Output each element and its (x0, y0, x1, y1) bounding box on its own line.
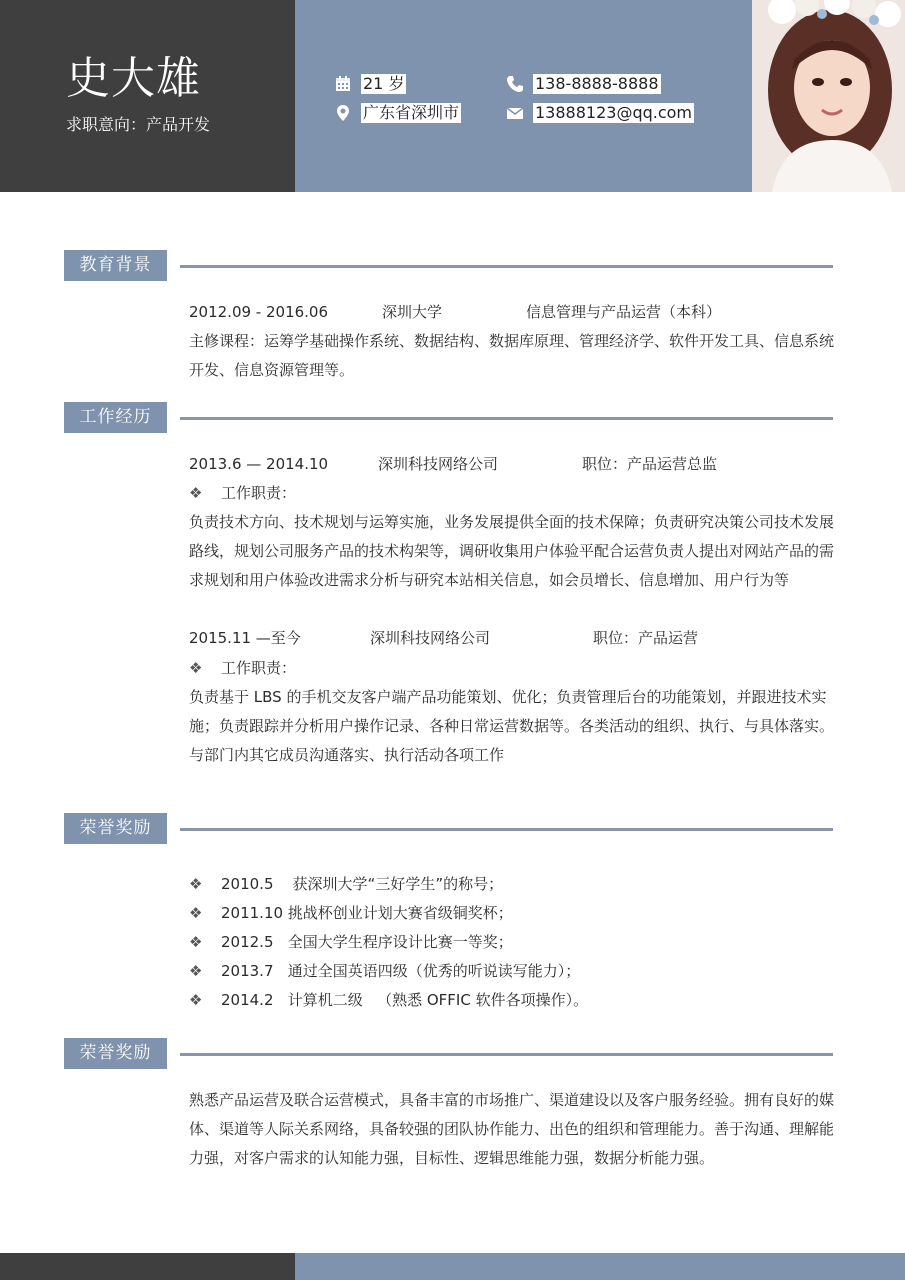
job-duty-text: 负责技术方向、技术规划与运筹实施，业务发展提供全面的技术保障；负责研究决策公司技术发展路线，规划公司服务产品的技术构架等，调研收集用户体验平配合运营负责人提出对网站产品的需求规划和用户体验改进需求分析与研究本站相关信息，如会员增长、信息增加、用户行为等 (189, 513, 835, 589)
mail-icon (506, 104, 524, 122)
job-duty-label: ❖ 工作职责： (189, 659, 297, 677)
section-divider (180, 417, 833, 420)
age-item (334, 72, 406, 96)
education-period: 2012.09 - 2016.06 (189, 303, 329, 321)
job-period: 2015.11 —至今 (189, 629, 301, 647)
section-divider (180, 265, 833, 268)
phone-value[interactable]: 138-8888-8888 (535, 74, 659, 93)
profile-photo (752, 0, 905, 192)
honor-item: ❖ 2010.5 获深圳大学“三好学生”的称号； (189, 875, 504, 893)
job-duty-label: ❖ 工作职责： (189, 484, 297, 502)
section-title-work: 工作经历 (64, 402, 167, 433)
education-courses: 主修课程：运筹学基础操作系统、数据结构、数据库原理、管理经济学、软件开发工具、信息系统开发、信息资源管理等。 (189, 332, 835, 379)
diamond-bullet-icon: ❖ (189, 484, 203, 502)
education-school: 深圳大学 (382, 303, 443, 321)
section-title-summary: 荣誉奖励 (64, 1038, 167, 1069)
job-position: 职位：产品运营总监 (582, 455, 718, 473)
diamond-bullet-icon: ❖ (189, 875, 203, 893)
calendar-icon (334, 75, 352, 93)
job-company: 深圳科技网络公司 (370, 629, 491, 647)
job-company: 深圳科技网络公司 (378, 455, 499, 473)
section-title-honors: 荣誉奖励 (64, 813, 167, 844)
diamond-bullet-icon: ❖ (189, 659, 203, 677)
section-divider (180, 828, 833, 831)
job-duty-text: 负责基于 LBS 的手机交友客户端产品功能策划、优化；负责管理后台的功能策划，并跟进技术实施；负责跟踪并分析用户操作记录、各种日常运营数据等。各类活动的组织、执行、与具体落实。与部门内其它成员沟通落实、执行活动各项工作 (189, 688, 835, 764)
phone-item (506, 72, 661, 96)
summary-text: 熟悉产品运营及联合运营模式，具备丰富的市场推广、渠道建设以及客户服务经验。拥有良好的媒体、渠道等人际关系网络，具备较强的团队协作能力、出色的组织和管理能力。善于沟通、理解能力强，对客户需求的认知能力强，目标性、逻辑思维能力强，数据分析能力强。 (189, 1091, 835, 1167)
location-pin-icon (334, 104, 352, 122)
job-period: 2013.6 — 2014.10 (189, 455, 329, 473)
diamond-bullet-icon: ❖ (189, 962, 203, 980)
honor-item: ❖ 2014.2 计算机二级 （熟悉 OFFIC 软件各项操作）。 (189, 991, 589, 1009)
honor-item: ❖ 2012.5 全国大学生程序设计比赛一等奖； (189, 933, 513, 951)
phone-icon (506, 75, 524, 93)
location-value: 广东省深圳市 (363, 103, 460, 122)
candidate-name: 史大雄 (66, 53, 201, 104)
location-item (334, 101, 461, 125)
header-contact-panel (295, 0, 752, 192)
email-item (506, 101, 694, 125)
honor-item: ❖ 2011.10 挑战杯创业计划大赛省级铜奖杯； (189, 904, 513, 922)
education-major: 信息管理与产品运营（本科） (526, 303, 722, 321)
section-title-education: 教育背景 (64, 250, 167, 281)
diamond-bullet-icon: ❖ (189, 991, 203, 1009)
job-intent: 求职意向：产品开发 (66, 115, 211, 134)
age-value: 21 岁 (363, 74, 405, 93)
diamond-bullet-icon: ❖ (189, 904, 203, 922)
job-position: 职位：产品运营 (593, 629, 699, 647)
footer-bar-dark (0, 1253, 295, 1280)
email-value[interactable]: 13888123@qq.com (535, 103, 693, 122)
footer-bar-accent (295, 1253, 905, 1280)
diamond-bullet-icon: ❖ (189, 933, 203, 951)
section-divider (180, 1053, 833, 1056)
honor-item: ❖ 2013.7 通过全国英语四级（优秀的听说读写能力）； (189, 962, 581, 980)
